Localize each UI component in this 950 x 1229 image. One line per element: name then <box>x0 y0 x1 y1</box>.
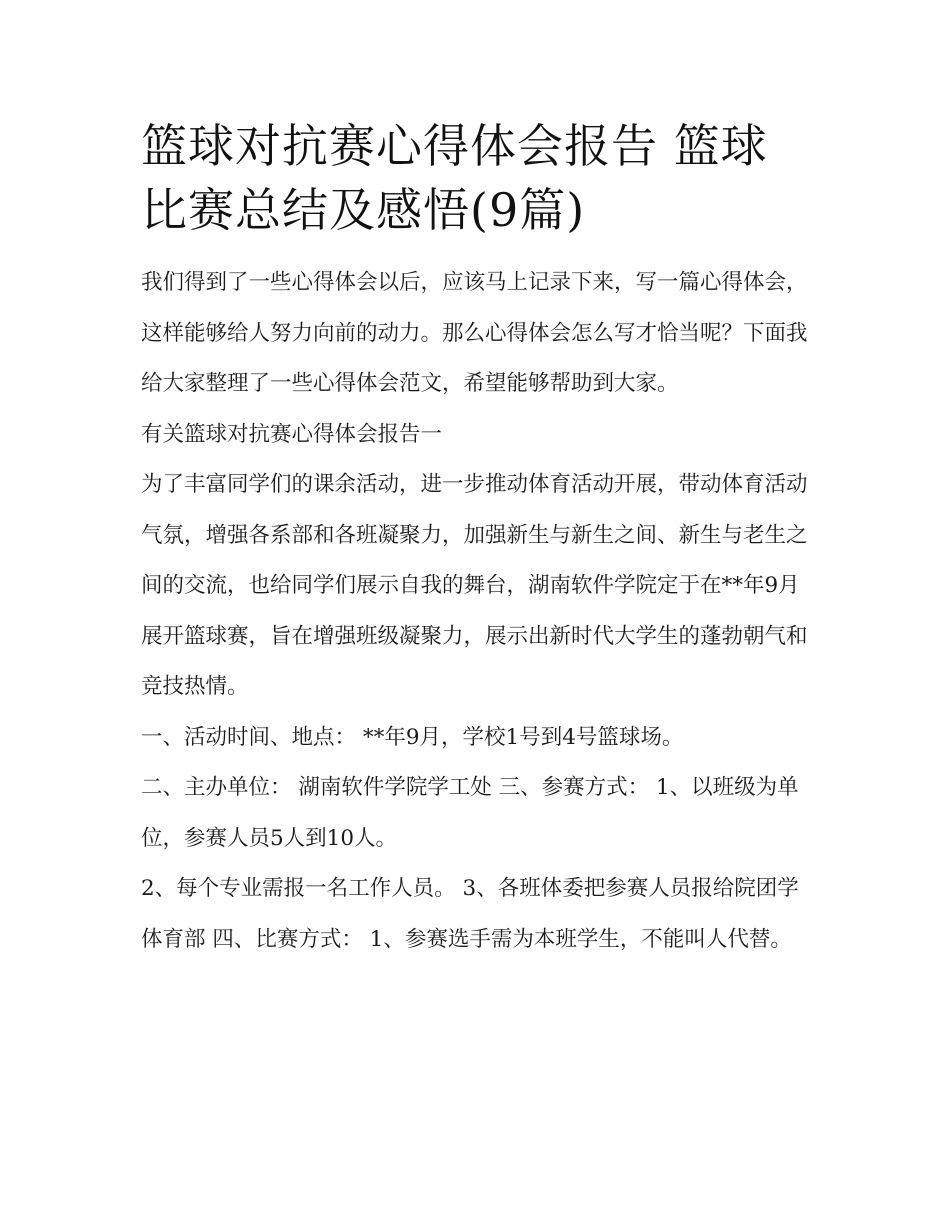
time-location-paragraph: 一、活动时间、地点： **年9月，学校1号到4号篮球场。 <box>141 724 684 750</box>
intro-paragraph: 我们得到了一些心得体会以后，应该马上记录下来，写一篇心得体会，这样能够给人努力向前的动力。那么心得体会怎么写才恰当呢？下面我给大家整理了一些心得体会范文，希望能够帮助到大家。 <box>141 270 808 396</box>
document-body <box>141 114 813 965</box>
document-title: 篮球对抗赛心得体会报告 篮球比赛总结及感悟(9篇) <box>141 119 768 237</box>
organizer-paragraph: 二、主办单位： 湖南软件学院学工处 三、参赛方式： 1、以班级为单位，参赛人员5人到10人。 <box>141 775 799 851</box>
background-paragraph: 为了丰富同学们的课余活动，进一步推动体育活动开展，带动体育活动气氛，增强各系部和各班凝聚力，加强新生与新生之间、新生与老生之间的交流，也给同学们展示自我的舞台，湖南软件学院定于在**年9月展开篮球赛，旨在增强班级凝聚力，展示出新时代大学生的蓬勃朝气和竞技热情。 <box>141 472 808 699</box>
rules-paragraph: 2、每个专业需报一名工作人员。 3、各班体委把参赛人员报给院团学体育部 四、比赛方式： 1、参赛选手需为本班学生，不能叫人代替。 <box>141 876 799 952</box>
section-heading-1: 有关篮球对抗赛心得体会报告一 <box>141 421 443 447</box>
